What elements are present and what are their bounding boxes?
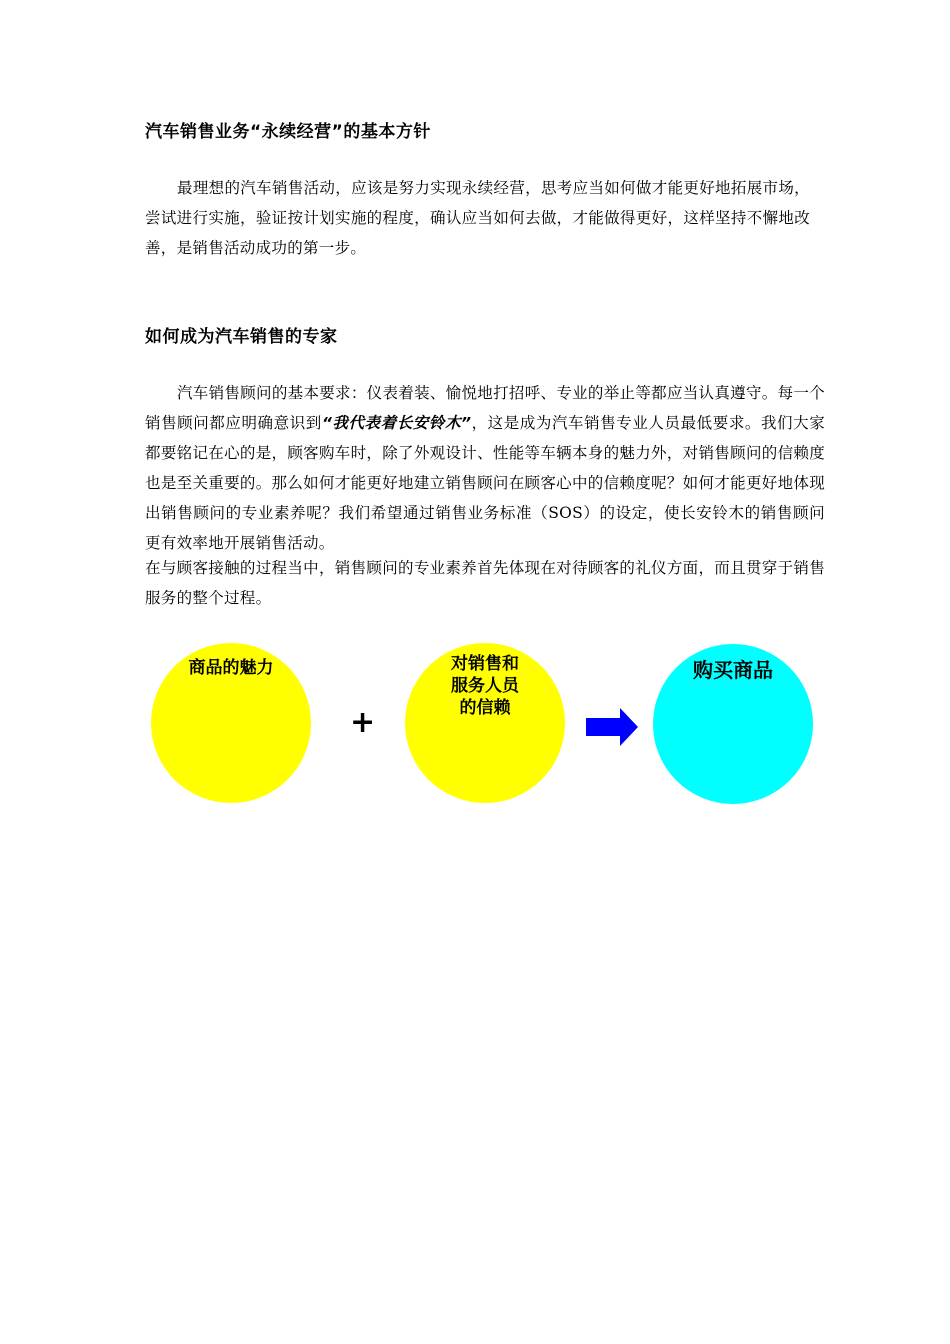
paragraph-text-before-emphasis: 汽车销售顾问的基本要求：仪表着装、愉悦地打招呼、专业的举止等都应当认真遵守。每一个销售顾问都应明确意识到	[145, 384, 825, 432]
paragraph-sustainable-operation: 最理想的汽车销售活动，应该是努力实现永续经营，思考应当如何做才能更好地拓展市场，尝试进行实施，验证按计划实施的程度，确认应当如何去做，才能做得更好，这样坚持不懈地改善，是销售活动成功的第一步。	[145, 179, 810, 257]
paragraph-text-after-emphasis: ，这是成为汽车销售专业人员最低要求。我们大家都要铭记在心的是，顾客购车时，除了外观设计、性能等车辆本身的魅力外，对销售顾问的信赖度也是至关重要的。那么如何才能更好地建立销售顾问在顾客心中的信赖度呢？如何才能更好地体现出销售顾问的专业素养呢？我们希望通过销售业务标准（SOS）的设定，使长安铃木的销售顾问更有效率地开展销售活动。	[145, 414, 825, 552]
paragraph-sales-consultant-requirements	[145, 378, 825, 558]
plus-sign: +	[350, 705, 376, 740]
trust-label-line-1: 对销售和	[451, 654, 519, 674]
purchase-label: 购买商品	[693, 658, 773, 682]
right-arrow-icon	[586, 708, 638, 746]
trust-label-line-3: 的信赖	[459, 698, 511, 718]
trust-label	[430, 653, 540, 719]
product-appeal-label: 商品的魅力	[188, 658, 274, 678]
section-heading-sustainable-operation: 汽车销售业务“永续经营”的基本方针	[145, 122, 431, 142]
emphasis-slogan: “我代表着长安铃木”	[321, 414, 472, 432]
trust-label-line-2: 服务人员	[451, 676, 519, 696]
section-heading-become-expert: 如何成为汽车销售的专家	[145, 327, 338, 347]
paragraph-customer-etiquette: 在与顾客接触的过程当中，销售顾问的专业素养首先体现在对待顾客的礼仪方面，而且贯穿于销售服务的整个过程。	[145, 559, 825, 607]
